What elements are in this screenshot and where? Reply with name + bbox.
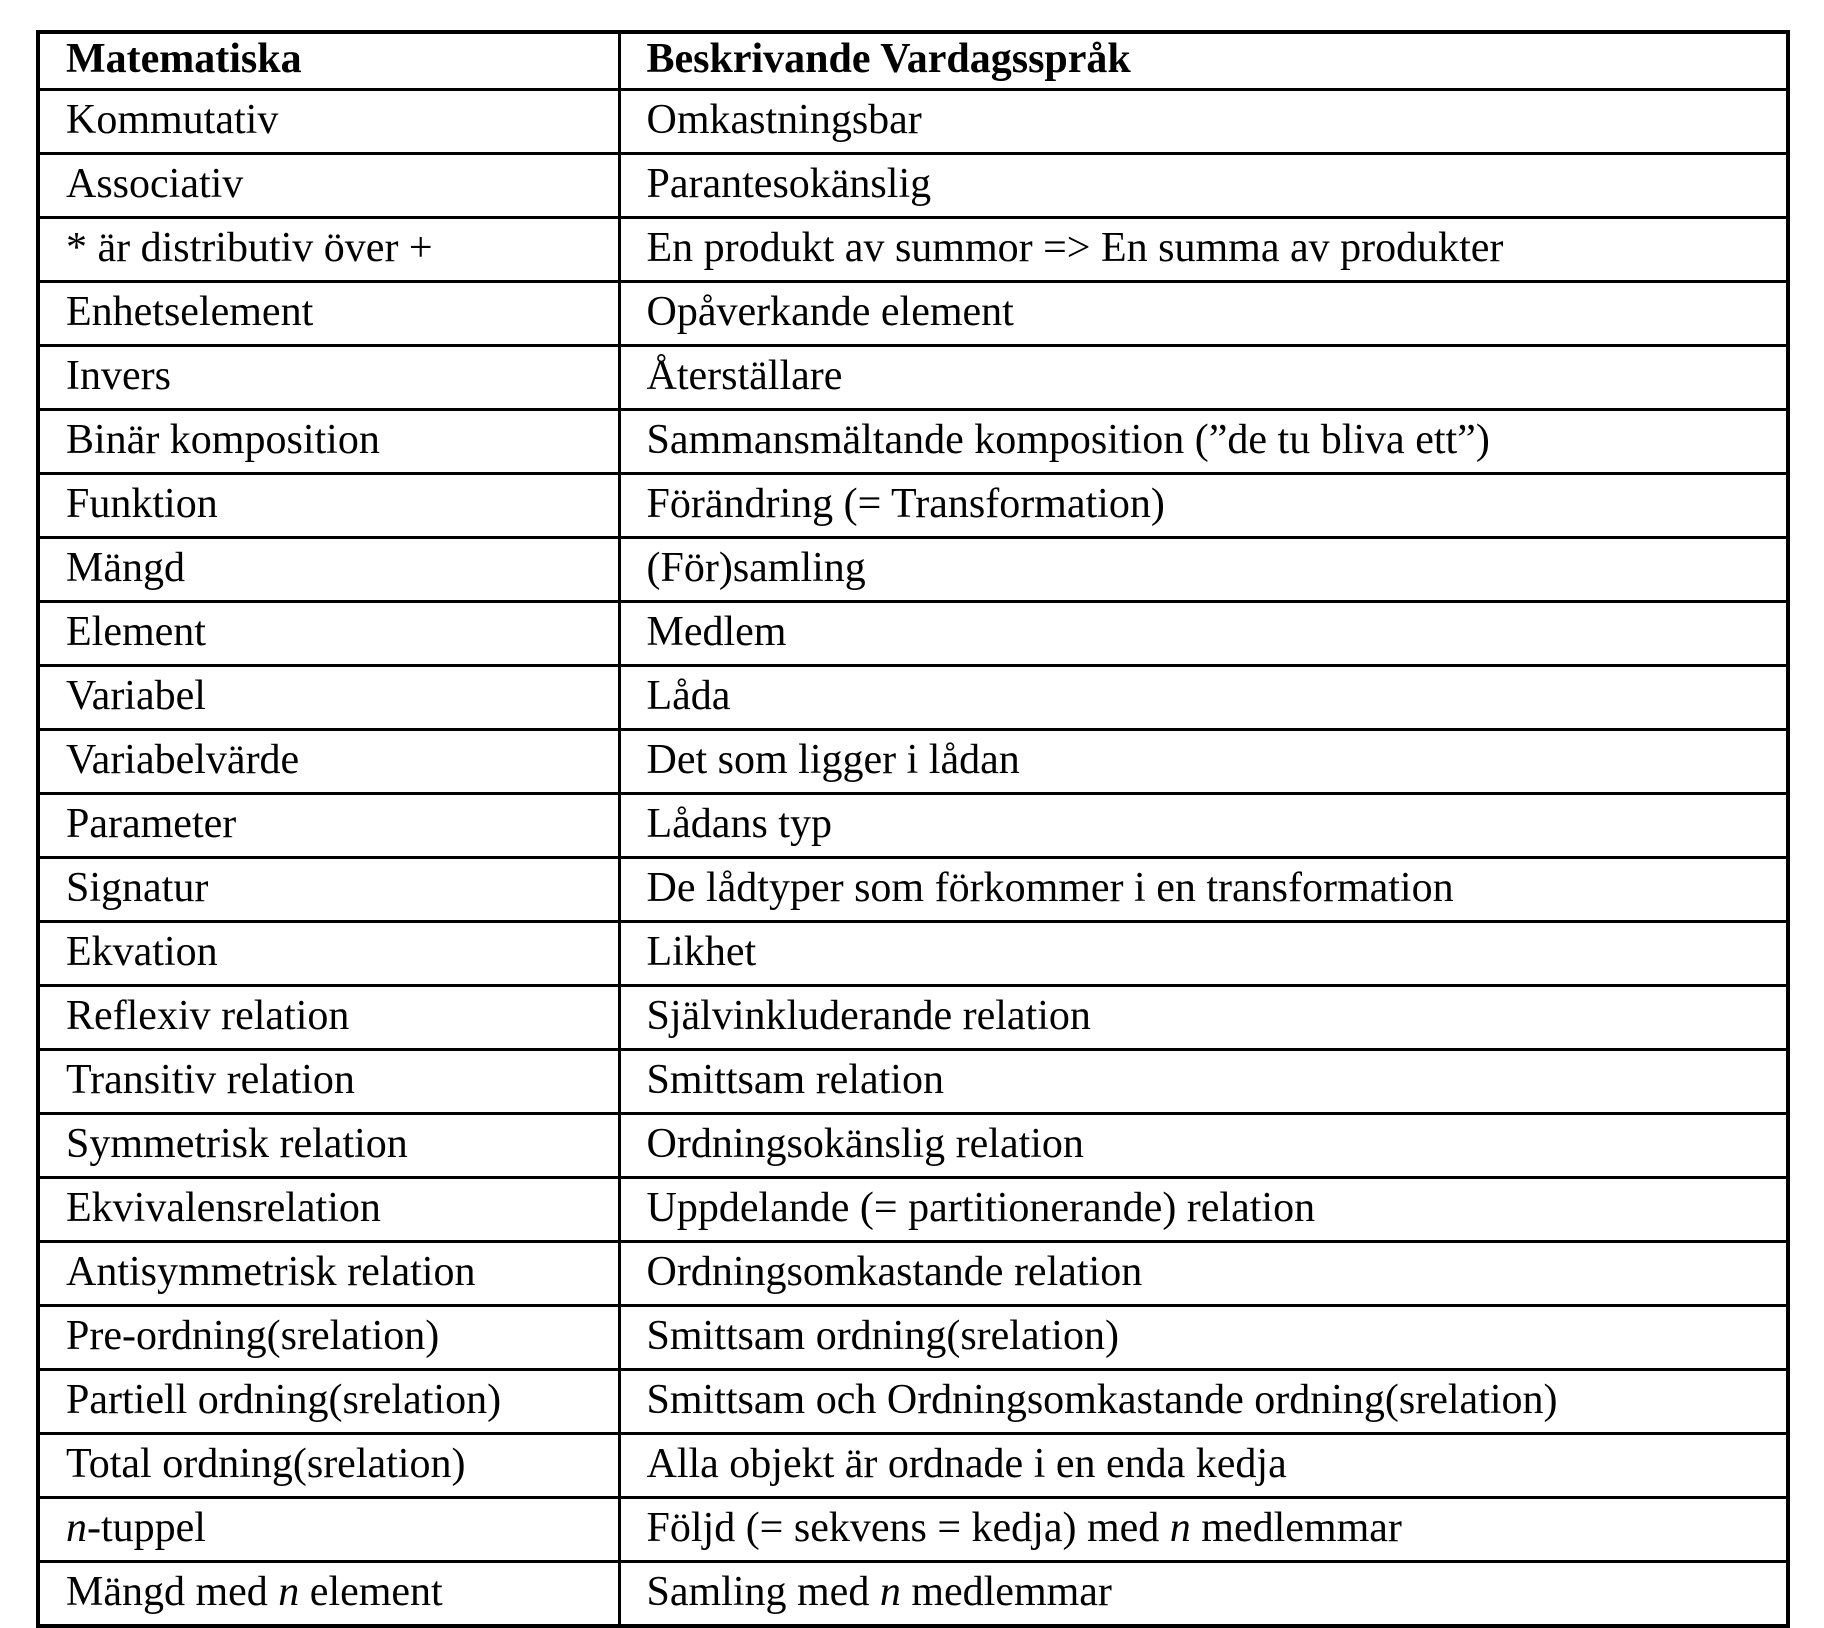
description-cell	[619, 858, 1788, 922]
table-row	[38, 666, 1788, 730]
table-row	[38, 1306, 1788, 1370]
cell-text: medlemmar	[1190, 1504, 1402, 1551]
math-term-cell	[38, 1178, 619, 1242]
cell-text: Smittsam ordning(srelation)	[646, 1312, 1119, 1359]
cell-text: Associativ	[66, 160, 244, 207]
cell-text: (För)samling	[646, 544, 866, 591]
cell-text: Sammansmältande komposition (”de tu bliva ett”)	[646, 416, 1490, 463]
cell-text: Variabel	[66, 672, 206, 719]
cell-text: Följd (= sekvens = kedja) med	[646, 1504, 1170, 1551]
description-cell	[619, 1178, 1788, 1242]
table-row	[38, 538, 1788, 602]
cell-text: * är distributiv över +	[66, 224, 433, 271]
cell-text: Låda	[646, 672, 731, 719]
cell-text: Parantesokänslig	[646, 160, 932, 207]
cell-text: Likhet	[646, 928, 757, 975]
math-term-cell	[38, 794, 619, 858]
cell-text: Ekvivalensrelation	[66, 1184, 381, 1231]
cell-text: Enhetselement	[66, 288, 314, 335]
math-term-cell	[38, 538, 619, 602]
terminology-table	[36, 30, 1790, 1628]
math-term-cell	[38, 986, 619, 1050]
table-row	[38, 730, 1788, 794]
math-term-cell	[38, 1242, 619, 1306]
description-cell	[619, 922, 1788, 986]
description-cell	[619, 154, 1788, 218]
description-cell	[619, 282, 1788, 346]
math-term-cell	[38, 602, 619, 666]
math-term-cell	[38, 1434, 619, 1498]
cell-text: Självinkluderande relation	[646, 992, 1091, 1039]
header-row	[38, 32, 1788, 90]
cell-text: Invers	[66, 352, 171, 399]
math-term-cell	[38, 346, 619, 410]
cell-text: Mängd med	[66, 1568, 279, 1615]
cell-text: Alla objekt är ordnade i en enda kedja	[646, 1440, 1287, 1487]
math-term-cell	[38, 282, 619, 346]
column-header-matematiska: Matematiska	[38, 32, 619, 90]
math-term-cell	[38, 410, 619, 474]
table-row	[38, 1498, 1788, 1562]
description-cell	[619, 538, 1788, 602]
table-row	[38, 1114, 1788, 1178]
description-cell	[619, 1050, 1788, 1114]
math-term-cell	[38, 922, 619, 986]
description-cell	[619, 794, 1788, 858]
cell-text: Lådans typ	[646, 800, 832, 847]
table-row	[38, 1178, 1788, 1242]
math-term-cell	[38, 1114, 619, 1178]
italic-variable-n: n	[1169, 1504, 1191, 1551]
table-row	[38, 1434, 1788, 1498]
table-row	[38, 474, 1788, 538]
cell-text: Återställare	[646, 352, 843, 399]
cell-text: Det som ligger i lådan	[646, 736, 1020, 783]
table-row	[38, 154, 1788, 218]
table-row	[38, 1050, 1788, 1114]
math-term-cell	[38, 1050, 619, 1114]
math-term-cell	[38, 1562, 619, 1627]
table-row	[38, 1562, 1788, 1627]
cell-text: Signatur	[66, 864, 209, 911]
description-cell	[619, 1242, 1788, 1306]
cell-text: Mängd	[66, 544, 185, 591]
description-cell	[619, 90, 1788, 154]
math-term-cell	[38, 666, 619, 730]
math-term-cell	[38, 90, 619, 154]
description-cell	[619, 1434, 1788, 1498]
cell-text: Ordningsokänslig relation	[646, 1120, 1084, 1167]
description-cell	[619, 986, 1788, 1050]
math-term-cell	[38, 858, 619, 922]
cell-text: En produkt av summor => En summa av produkter	[646, 224, 1504, 271]
table-row	[38, 1242, 1788, 1306]
cell-text: Element	[66, 608, 206, 655]
cell-text: Kommutativ	[66, 96, 279, 143]
italic-variable-n: n	[278, 1568, 300, 1615]
italic-variable-n: n	[66, 1504, 87, 1551]
cell-text: Funktion	[66, 480, 218, 527]
table-row	[38, 90, 1788, 154]
description-cell	[619, 474, 1788, 538]
cell-text: Samling med	[646, 1568, 880, 1615]
table-row	[38, 858, 1788, 922]
description-cell	[619, 410, 1788, 474]
cell-text: Opåverkande element	[646, 288, 1014, 335]
cell-text: Symmetrisk relation	[66, 1120, 408, 1167]
cell-text: -tuppel	[87, 1504, 206, 1551]
description-cell	[619, 602, 1788, 666]
math-term-cell	[38, 1370, 619, 1434]
description-cell	[619, 1498, 1788, 1562]
description-cell	[619, 346, 1788, 410]
table-body	[38, 90, 1788, 1627]
cell-text: Antisymmetrisk relation	[66, 1248, 476, 1295]
cell-text: medlemmar	[900, 1568, 1112, 1615]
cell-text: Partiell ordning(srelation)	[66, 1376, 502, 1423]
table-row	[38, 794, 1788, 858]
cell-text: Parameter	[66, 800, 237, 847]
description-cell	[619, 1306, 1788, 1370]
description-cell	[619, 1370, 1788, 1434]
description-cell	[619, 1562, 1788, 1627]
cell-text: Ekvation	[66, 928, 218, 975]
math-term-cell	[38, 154, 619, 218]
math-term-cell	[38, 1306, 619, 1370]
description-cell	[619, 1114, 1788, 1178]
cell-text: Förändring (= Transformation)	[646, 480, 1165, 527]
table-row	[38, 218, 1788, 282]
cell-text: Smittsam relation	[646, 1056, 944, 1103]
math-term-cell	[38, 474, 619, 538]
table-row	[38, 410, 1788, 474]
table-row	[38, 986, 1788, 1050]
table-row	[38, 1370, 1788, 1434]
table-row	[38, 922, 1788, 986]
cell-text: element	[299, 1568, 443, 1615]
table-row	[38, 282, 1788, 346]
cell-text: Variabelvärde	[66, 736, 300, 783]
description-cell	[619, 730, 1788, 794]
cell-text: Pre-ordning(srelation)	[66, 1312, 440, 1359]
table-row	[38, 602, 1788, 666]
math-term-cell	[38, 218, 619, 282]
math-term-cell	[38, 730, 619, 794]
description-cell	[619, 218, 1788, 282]
cell-text: Transitiv relation	[66, 1056, 355, 1103]
italic-variable-n: n	[879, 1568, 901, 1615]
cell-text: Total ordning(srelation)	[66, 1440, 466, 1487]
description-cell	[619, 666, 1788, 730]
cell-text: Ordningsomkastande relation	[646, 1248, 1143, 1295]
cell-text: De lådtyper som förkommer i en transformation	[646, 864, 1454, 911]
math-term-cell	[38, 1498, 619, 1562]
cell-text: Uppdelande (= partitionerande) relation	[646, 1184, 1316, 1231]
cell-text: Omkastningsbar	[646, 96, 922, 143]
cell-text: Reflexiv relation	[66, 992, 350, 1039]
cell-text: Smittsam och Ordningsomkastande ordning(srelation)	[646, 1376, 1558, 1423]
cell-text: Binär komposition	[66, 416, 380, 463]
cell-text: Medlem	[646, 608, 787, 655]
column-header-vardagssprak: Beskrivande Vardagsspråk	[619, 32, 1788, 90]
table-row	[38, 346, 1788, 410]
